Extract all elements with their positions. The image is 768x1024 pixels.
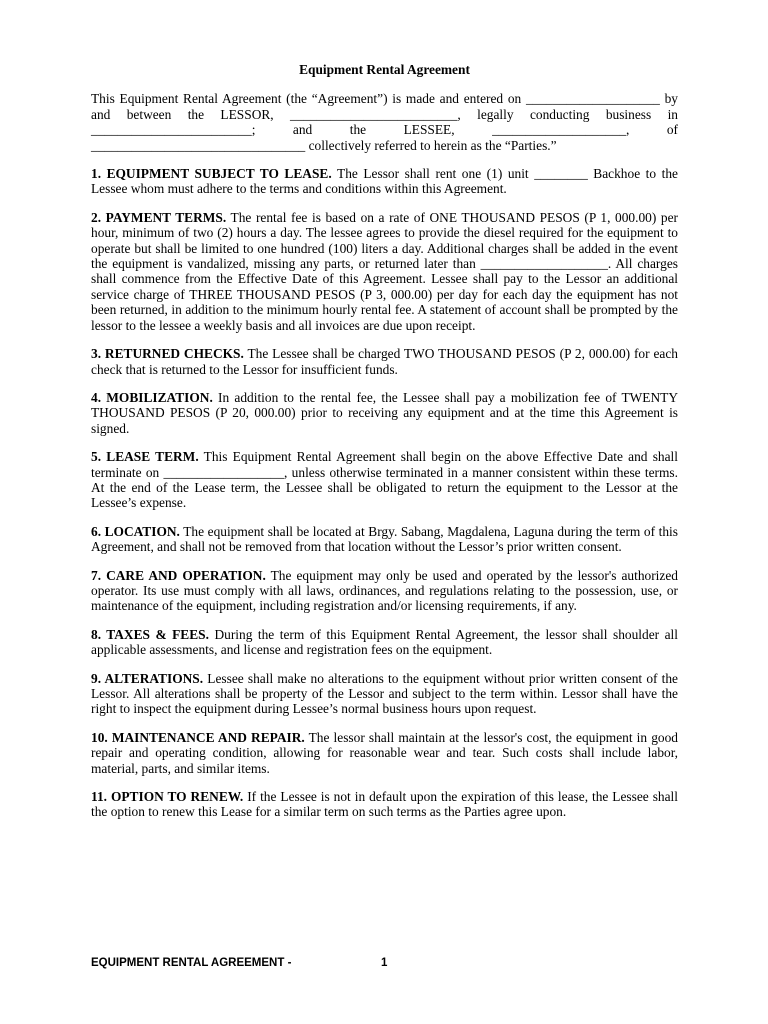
footer-label: EQUIPMENT RENTAL AGREEMENT - <box>91 957 292 969</box>
section-body: In addition to the rental fee, the Lessee shall pay a mobilization fee of TWENTY THOUSAND PESOS (P 20, 000.00) prior to receiving any equipment and at the time this Agreement is signed. <box>91 389 678 436</box>
section-body: This Equipment Rental Agreement shall begin on the above Effective Date and shall terminate on __________________, unless otherwise terminated in a manner consistent within these terms. At the end of the Lease term, the Lessee shall be obligated to return the equipment to the Lessor at the Lessee’s expense. <box>91 449 678 511</box>
section-heading: 1. EQUIPMENT SUBJECT TO LEASE. <box>91 166 332 182</box>
section-10 <box>91 730 678 776</box>
section-heading: 10. MAINTENANCE AND REPAIR. <box>91 729 305 745</box>
section-8 <box>91 627 678 658</box>
section-body: The Lessee shall be charged TWO THOUSAND PESOS (P 2, 000.00) for each check that is returned to the Lessor for insufficient funds. <box>91 346 678 377</box>
section-3 <box>91 346 678 377</box>
section-body: The equipment may only be used and operated by the lessor's authorized operator. Its use must comply with all laws, ordinances, and regulations relating to the possession, use, or maintenance of the equipment, including registration and/or licensing requirements, if any. <box>91 567 678 614</box>
section-1 <box>91 166 678 197</box>
intro-paragraph: This Equipment Rental Agreement (the “Agreement”) is made and entered on ____________________ by and between the LESSOR, _________________________, legally conducting business in ________________________; and the LESSEE, ____________________, of ________________________________ collectively referred to herein as the “Parties.” <box>91 91 678 153</box>
section-9 <box>91 671 678 717</box>
section-body: The rental fee is based on a rate of ONE THOUSAND PESOS (P 1, 000.00) per hour, minimum of two (2) hours a day. The lessee agrees to provide the diesel required for the equipment to operate but shall be limited to one hundred (100) liters a day. Additional charges shall be added in the event the equipment is vandalized, missing any parts, or returned later than ___________________. All charges shall commence from the Effective Date of this Agreement. Lessee shall pay to the Lessor an additional service charge of THREE THOUSAND PESOS (P 3, 000.00) per day for each day the equipment has not been returned, in addition to the minimum hourly rental fee. A statement of account shall be prompted by the lessor to the lessee a weekly basis and all invoices are due upon receipt. <box>91 209 678 333</box>
section-heading: 7. CARE AND OPERATION. <box>91 567 266 583</box>
section-heading: 6. LOCATION. <box>91 523 180 539</box>
section-4 <box>91 390 678 436</box>
section-body: The lessor shall maintain at the lessor's cost, the equipment in good repair and operating condition, allowing for reasonable wear and tear. Such costs shall include labor, material, parts, and similar items. <box>91 729 679 776</box>
section-body: If the Lessee is not in default upon the expiration of this lease, the Lessee shall the option to renew this Lease for a similar term on such terms as the Parties agree upon. <box>91 789 678 820</box>
section-heading: 11. OPTION TO RENEW. <box>91 789 244 805</box>
section-heading: 3. RETURNED CHECKS. <box>91 346 244 362</box>
section-6 <box>91 524 678 555</box>
document-page <box>91 62 678 833</box>
section-body: The Lessor shall rent one (1) unit ________ Backhoe to the Lessee whom must adhere to the terms and conditions within this Agreement. <box>91 166 678 197</box>
page-number: 1 <box>381 957 388 969</box>
page-footer <box>91 957 388 969</box>
section-body: During the term of this Equipment Rental Agreement, the lessor shall shoulder all applicable assessments, and license and registration fees on the equipment. <box>91 626 678 658</box>
section-heading: 2. PAYMENT TERMS. <box>91 209 227 225</box>
section-7 <box>91 568 678 614</box>
section-5 <box>91 449 678 511</box>
section-body: The equipment shall be located at Brgy. Sabang, Magdalena, Laguna during the term of this Agreement, and shall not be removed from that location without the Lessor’s prior written consent. <box>91 523 678 555</box>
section-heading: 8. TAXES & FEES. <box>91 626 209 642</box>
section-heading: 9. ALTERATIONS. <box>91 670 204 686</box>
section-heading: 5. LEASE TERM. <box>91 449 199 465</box>
document-title: Equipment Rental Agreement <box>299 62 470 77</box>
section-heading: 4. MOBILIZATION. <box>91 389 213 405</box>
section-11 <box>91 789 678 820</box>
section-body: Lessee shall make no alterations to the equipment without prior written consent of the Lessor. All alterations shall be property of the Lessor and subject to the term within. Lessor shall have the right to inspect the equipment during Lessee’s normal business hours upon request. <box>91 670 679 717</box>
section-2 <box>91 210 678 333</box>
